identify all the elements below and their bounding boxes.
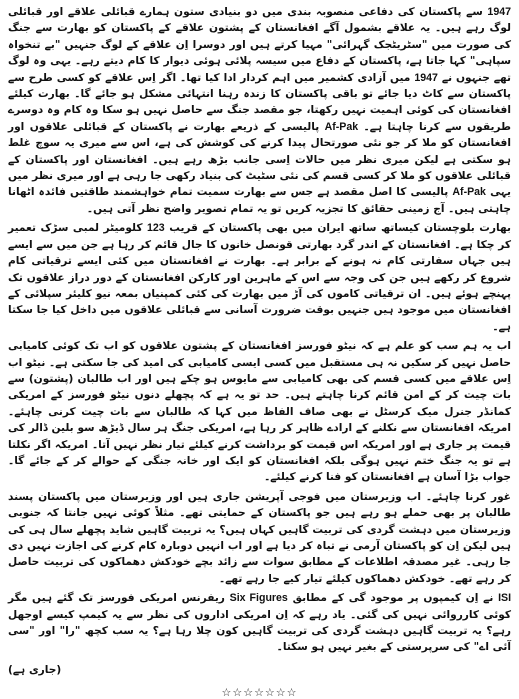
latin-term: 1947 <box>414 71 438 84</box>
paragraph-text: ریفرنس امریکی فورسز تک گئے ہیں مگر کوئی کارروائی نہیں کی گئی۔ یاد رہے کہ اِن امریکی اداروں کی نظر سے یہ کیمپ کیسے اوجھل رہے؟ یہ تربیت گاہیں دہشت گردی کی تربیت گاہیں کون چلا رہا ہے؟ یہ سب کچھ "را" اور "سی آئی اے" کی سرپرستی کے بغیر نہیں ہو سکتا۔ <box>8 592 511 654</box>
paragraph-text: سے پاکستان کی دفاعی منصوبہ بندی میں دو بنیادی ستون ہمارے قبائلی علاقے اور قبائلی لوگ رہے ہیں۔ یہ علاقے بشمول آگے افغانستان کے پشتون علاقے کے پاکستان کو بھارت سے جنگ کی صورت میں "سٹریٹجک گہرائی" مہیا کرتے ہیں اور دوسرا اِن علاقے کے لوگ جنہیں "بے تنخواہ سپاہی" کہا جاتا ہے، پاکستان کے دفاع میں سیسہ پلائی ہوئی دیوار کا کام دیتے رہے۔ یہی وہ لوگ تھے جنہوں نے <box>8 6 511 84</box>
paragraph-text: میں آزادی کشمیر میں اہم کردار ادا کیا تھا۔ اگر اِس علاقے کو کسی طرح سے پاکستان سے کاٹ دیا جائے تو باقی پاکستان کا زندہ رہنا انتہائی مشکل ہو جائے گا۔ بھارت کیلئے افغانستان کی کوئی اہمیت نہیں رکھتا، جو مقصد جنگ سے حاصل نہیں ہو سکا وہ کام وہ دوسرے طریقوں سے کرنا چاہتا ہے۔ <box>8 71 511 133</box>
article-paragraph <box>8 4 511 217</box>
paragraph-text: بھارت بلوچستان کیساتھ ساتھ ایران میں بھی پاکستان کے قریب <box>164 222 511 235</box>
article-paragraph <box>8 338 511 486</box>
latin-term: Six Figures <box>229 592 288 605</box>
paragraph-text: پالیسی کے ذریعے بھارت نے پاکستان کے قبائلی علاقوں اور افغانستان کو ملا کر جو نئی صورتحال پیدا کرنے کی کوشش کی ہے، اس سے میری یہ سوچ غلط ہو سکتی ہے لیکن میری نظر میں حالات اِسی جانب بڑھ رہے ہیں۔ افغانستان اور پاکستان کے قبائلی علاقوں کو ملا کر کسی قسم کی نئی سٹیٹ کی بنیاد رکھی جا رہی ہے اور میری نظر میں یہی <box>8 120 511 199</box>
paragraph-text: پالیسی کا اصل مقصد ہے جس سے بھارت سمیت تمام خواہشمند طاقتیں فائدہ اٹھانا چاہتی ہیں۔ آج زمینی حقائق کا تجزیہ کریں تو یہ تمام تصویر واضح نظر آتی ہیں۔ <box>8 186 511 215</box>
latin-term: ISI <box>498 592 512 605</box>
article-paragraph <box>8 489 511 587</box>
paragraph-text: کلومیٹر لمبی سڑک تعمیر کر چکا ہے۔ افغانستان کے اندر گرد بھارتی قونصل خانوں کا جال قائم کر رہا ہے جن میں سے ایسے ہیں جہاں سفارتی کام نہ ہونے کے برابر ہے۔ بھارت نے افغانستان میں کئی ایسے ترقیاتی کام شروع کر رکھے ہیں جن کی وجہ سے اس کے ماہرین اور کارکن افغانستان کے دور دراز علاقوں تک پہنچے ہوئے ہیں۔ ان ترقیاتی کاموں کی آڑ میں بھارت کی کئی کمپنیاں بمعہ نیو کلیئر سپلائی کے افغانستان میں موجود ہیں جنہیں بوقت ضرورت آسانی سے قبائلی علاقوں میں داخل کیا جا سکتا ہے۔ <box>8 222 511 333</box>
latin-term: Af-Pak <box>324 120 359 133</box>
section-divider-stars: ☆☆☆☆☆☆☆ <box>221 685 298 699</box>
paragraph-text: غور کرنا چاہئے۔ اب وزیرستان میں فوجی آپریشن جاری ہیں اور وزیرستان میں پاکستان پسند طالبان پر بھی حملے ہو رہے ہیں جو پاکستان کے حمایتی تھے۔ مثلاً کوئی نہیں جانتا کہ جنوبی وزیرستان میں دہشت گردی کی تربیت گاہیں کہاں ہیں؟ یہ تربیت گاہیں شاید پچھلے سال ہی کی ہیں لیکن اِن کو پاکستان آرمی نے تباہ کر دیا ہے اور اب انہیں دوبارہ کام کرنے کی اجازت نہیں دی جا رہی۔ غیر مصدقہ اطلاعات کے مطابق سوات سے زائد بچے خودکش دھماکوں کی تربیت حاصل کر رہے تھے۔ خودکش دھماکوں کیلئے تیار کیے جا رہے تھے۔ <box>8 490 511 585</box>
paragraph-text: نے اِن کیمپوں پر موجود گی کے مطابق <box>287 592 499 605</box>
latin-term: 123 <box>147 222 165 235</box>
latin-term: Af-Pak <box>452 186 486 199</box>
article-paragraph <box>8 590 511 656</box>
continued-note: (جاری ہے) <box>8 663 62 676</box>
paragraph-text: اب یہ ہم سب کو علم ہے کہ نیٹو فورسز افغانستان کے پشتون علاقوں کو اب تک کوئی کامیابی حاصل نہیں کر سکیں نہ ہی مستقبل میں کسی ایسی کامیابی کی امید کی جا سکتی ہے۔ نیٹو اب اِس علاقے میں کسی قسم کی بھی کامیابی سے مایوس ہو چکے ہیں اور اب طالبان (پشتون) سے بات چیت کر کے امن قائم کرنا چاہتے ہیں۔ حد تو یہ ہے کہ پچھلے دنوں نیٹو فورسز کے امریکی کمانڈر جنرل میک کرسٹل نے بھی صاف الفاظ میں کہا کہ طالبان سے بات چیت کرنی چاہئے۔ امریکہ افغانستان سے نکلنے کے ارادے ظاہر کر رہا ہے، امریکی جنگ ہر سال ڈیڑھ سو بلین ڈالر کی قیمت پر جاری ہے اور امریکہ اس قیمت کو برداشت کرنے کیلئے تیار نظر نہیں آتا۔ امریکہ اگر نکلتا ہے تو یہ جنگ ختم نہیں ہوگی بلکہ افغانستان کو ایک اور خانہ جنگی کے حوالے کر کے جائے گا۔ جواب بڑا آسان ہے افغانستان کو فنا کرنے کیلئے۔ <box>8 340 511 484</box>
latin-term: 1947 <box>487 6 511 18</box>
article-paragraph <box>8 220 511 335</box>
article-body <box>8 4 511 656</box>
